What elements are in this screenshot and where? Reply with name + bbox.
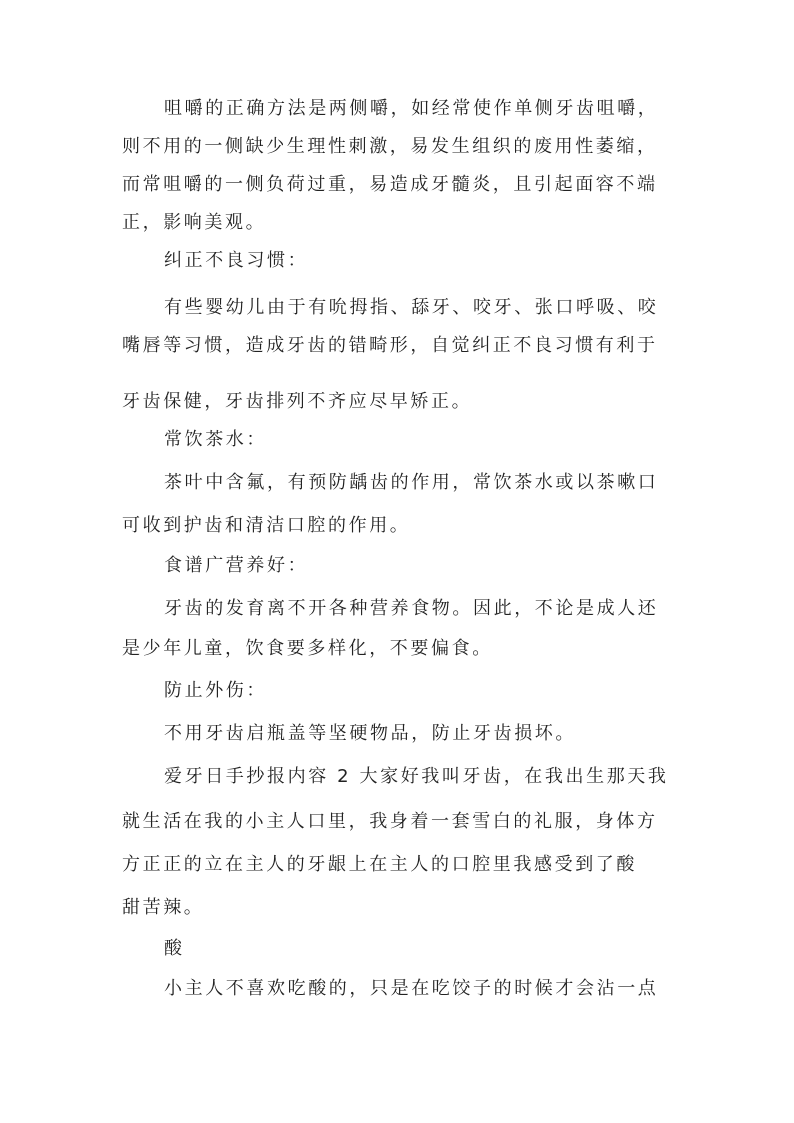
text-line: 而常咀嚼的一侧负荷过重，易造成牙髓炎，且引起面容不端 <box>122 174 658 195</box>
text-line: 有些婴幼儿由于有吮拇指、舔牙、咬牙、张口呼吸、咬 <box>164 297 659 318</box>
text-line: 是少年儿童，饮食要多样化，不要偏食。 <box>122 638 493 659</box>
text-line: 不用牙齿启瓶盖等坚硬物品，防止牙齿损坏。 <box>164 723 576 744</box>
text-line: 咀嚼的正确方法是两侧嚼，如经常使作单侧牙齿咀嚼， <box>164 98 659 119</box>
text-line: 小主人不喜欢吃酸的，只是在吃饺子的时候才会沾一点 <box>164 978 659 999</box>
text-line: 牙齿保健，牙齿排列不齐应尽早矫正。 <box>122 391 473 412</box>
text-line: 爱牙日手抄报内容 2 大家好我叫牙齿，在我出生那天我 <box>164 766 669 787</box>
text-line: 甜苦辣。 <box>122 897 205 918</box>
section-heading: 酸 <box>164 938 185 959</box>
text-line: 可收到护齿和清洁口腔的作用。 <box>122 515 411 536</box>
text-line: 则不用的一侧缺少生理性刺激，易发生组织的废用性萎缩， <box>122 136 658 157</box>
section-heading: 食谱广营养好： <box>164 555 309 576</box>
text-line: 正，影响美观。 <box>122 212 267 233</box>
text-line: 牙齿的发育离不开各种营养食物。因此，不论是成人还 <box>164 598 659 619</box>
section-heading: 纠正不良习惯： <box>164 250 309 271</box>
text-line: 嘴唇等习惯，造成牙齿的错畸形，自觉纠正不良习惯有利于 <box>122 335 658 356</box>
text-line: 茶叶中含氟，有预防龋齿的作用，常饮茶水或以茶嗽口 <box>164 472 659 493</box>
section-heading: 常饮茶水： <box>164 429 267 450</box>
text-line: 方正正的立在主人的牙龈上在主人的口腔里我感受到了酸 <box>122 854 637 875</box>
text-line: 就生活在我的小主人口里，我身着一套雪白的礼服，身体方 <box>122 811 658 832</box>
section-heading: 防止外伤： <box>164 680 267 701</box>
